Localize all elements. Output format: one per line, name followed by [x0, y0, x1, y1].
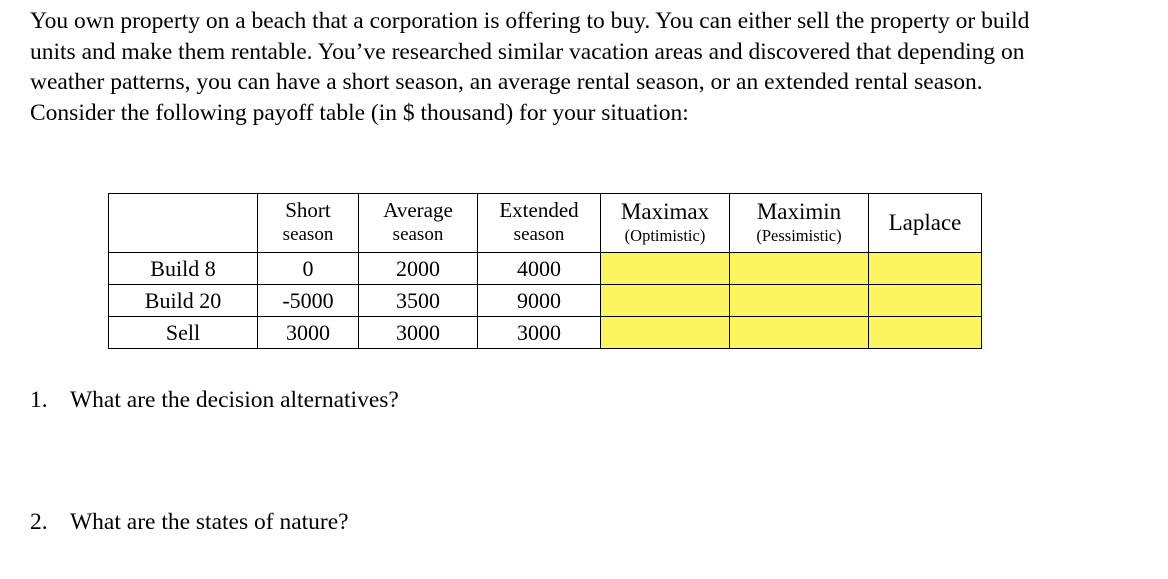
header-main: Extended — [499, 198, 579, 222]
header-main: Maximin — [756, 199, 842, 224]
cell-average: 3000 — [359, 317, 478, 349]
answer-cell-laplace[interactable] — [869, 253, 982, 285]
answer-cell-laplace[interactable] — [869, 317, 982, 349]
row-label: Build 20 — [109, 285, 258, 317]
header-sub: season — [513, 224, 565, 245]
question-number: 2. — [30, 509, 48, 535]
header-blank-cell — [109, 194, 258, 253]
header-short-season — [258, 194, 359, 253]
header-sub: season — [282, 224, 334, 245]
question-text: What are the decision alternatives? — [70, 387, 399, 413]
answer-cell-maximin[interactable] — [730, 253, 869, 285]
question-2 — [30, 508, 349, 536]
cell-extended: 4000 — [478, 253, 601, 285]
payoff-table — [108, 193, 982, 349]
question-text: What are the states of nature? — [70, 509, 349, 535]
intro-paragraph: You own property on a beach that a corporation is offering to buy. You can either sell the property or build units and make them rentable. You’ve researched similar vacation areas and discovered that depending on weather patterns, you can have a short season, an average rental season, or an extended rental season. Consider the following payoff table (in $ thousand) for your situation: — [30, 8, 1030, 126]
answer-cell-maximax[interactable] — [601, 285, 730, 317]
cell-short: 3000 — [258, 317, 359, 349]
question-1 — [30, 386, 399, 414]
answer-cell-laplace[interactable] — [869, 285, 982, 317]
cell-average: 3500 — [359, 285, 478, 317]
table-header-row — [109, 194, 982, 253]
header-sub: season — [392, 224, 444, 245]
table-row — [109, 253, 982, 285]
row-label: Sell — [109, 317, 258, 349]
answer-cell-maximin[interactable] — [730, 285, 869, 317]
header-average-season — [359, 194, 478, 253]
cell-extended: 9000 — [478, 285, 601, 317]
cell-extended: 3000 — [478, 317, 601, 349]
cell-average: 2000 — [359, 253, 478, 285]
cell-short: -5000 — [258, 285, 359, 317]
header-maximin — [730, 194, 869, 253]
header-main: Short — [285, 198, 331, 222]
table-row — [109, 317, 982, 349]
header-sub: (Optimistic) — [624, 226, 706, 245]
table-row — [109, 285, 982, 317]
cell-short: 0 — [258, 253, 359, 285]
header-extended-season — [478, 194, 601, 253]
header-maximax — [601, 194, 730, 253]
answer-cell-maximin[interactable] — [730, 317, 869, 349]
header-sub: (Pessimistic) — [756, 226, 842, 245]
row-label: Build 8 — [109, 253, 258, 285]
header-main: Average — [383, 198, 453, 222]
header-laplace: Laplace — [869, 194, 982, 253]
header-main: Maximax — [620, 199, 710, 224]
question-number: 1. — [30, 387, 48, 413]
answer-cell-maximax[interactable] — [601, 253, 730, 285]
answer-cell-maximax[interactable] — [601, 317, 730, 349]
